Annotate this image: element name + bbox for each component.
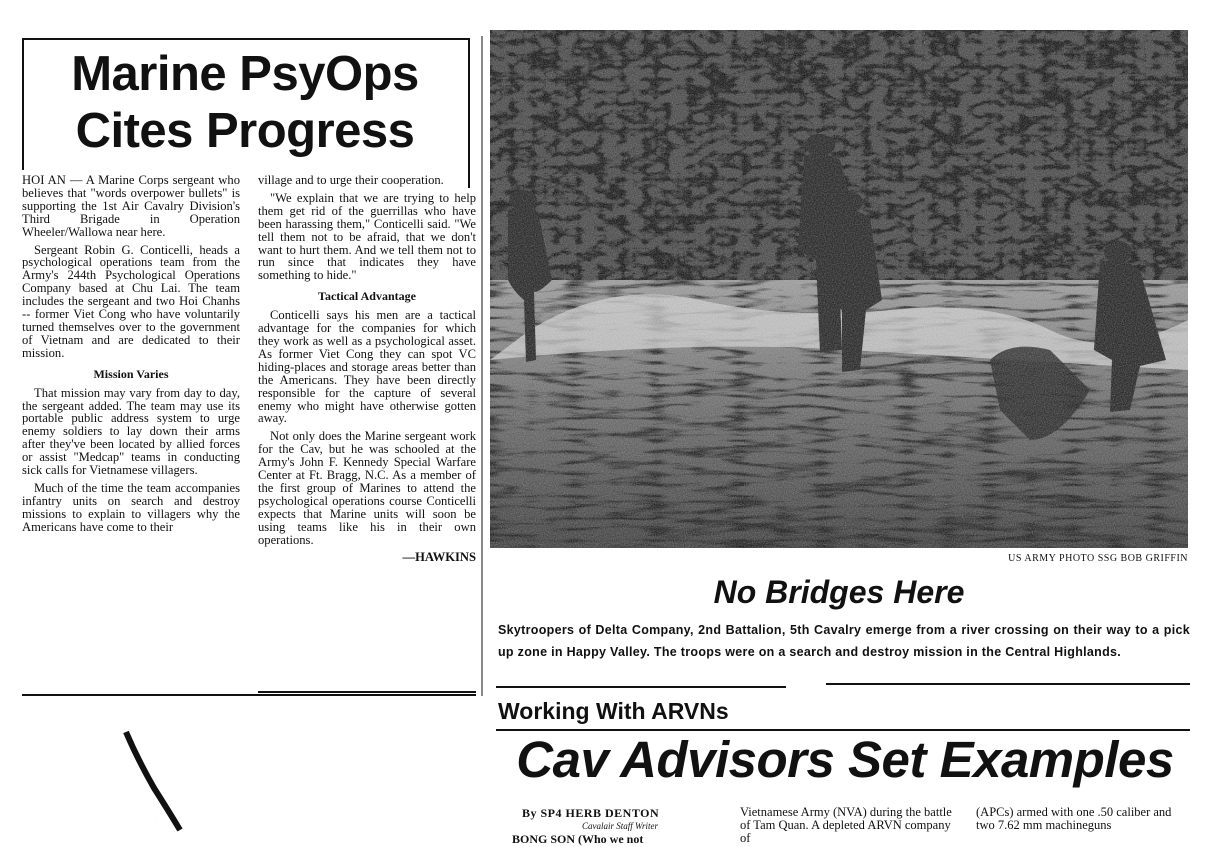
paragraph: village and to urge their cooperation. [258,173,444,187]
byline: By SP4 HERB DENTON [522,806,660,820]
photo-title: No Bridges Here [713,574,965,610]
paragraph: HOI AN — A Marine Corps sergeant who believes that "words overpower bullets" is supporting the 1st Air Cavalry Division's Third Brigade in Operation Wheeler/Wallowa near here. [22,173,240,239]
paragraph: Conticelli says his men are a tactical advantage for the companies for which they work as well as a psychological asset. As former Viet Cong they can spot VC hiding-places and storage areas better than the Americans. They have been directly responsible for the capture of several enemy who might have otherwise gotten away. [258,308,476,426]
paragraph: Not only does the Marine sergeant work for the Cav, but he was schooled at the Army's John F. Kennedy Special Warfare Center at Ft. Bragg, N.C. As a member of the first group of Marines to attend the psychological operations course Conticelli expects that Marine units will soon be using teams like his in their own operations. [258,429,476,547]
article-lead: BONG SON (Who we not [512,832,644,846]
article-column-2: Vietnamese Army (NVA) during the battle of Tam Quan. A depleted ARVN company of [740,805,952,845]
article-headline: Cav Advisors Set Examples [516,731,1174,788]
column-rule [258,691,476,693]
scan-smudge [86,712,206,842]
section-rule [496,686,786,688]
author-signature: —HAWKINS [402,550,476,565]
article-column-1 [22,174,240,539]
subheading: Tactical Advantage [318,289,416,304]
section-rule [826,683,1190,685]
paragraph: Much of the time the team accompanies infantry units on search and destroy missions to explain to villagers why the Americans have come to their [22,480,240,534]
subheading: Mission Varies [93,366,169,381]
byline-role: Cavalair Staff Writer [582,821,659,831]
headline-line-2: Cites Progress [75,104,415,158]
photo-caption: Skytroopers of Delta Company, 2nd Battalion, 5th Cavalry emerge from a river crossing on their way to a pick up zone in Happy Valley. The troops were on a search and destroy mission in the Central Highlands. [498,623,1190,659]
column-rule [22,694,476,696]
article-kicker: Working With ARVNs [498,698,729,724]
article-column-3: (APCs) armed with one .50 caliber and two 7.62 mm machineguns [976,805,1172,832]
paragraph: That mission may vary from day to day, the sergeant added. The team may use its portable public address system to urge enemy soldiers to lay down their arms after they've been located by allied forces or assist "Medcap" teams in conducting sick calls for Vietnamese villagers. [22,385,240,478]
photo-credit: US ARMY PHOTO SSG BOB GRIFFIN [1008,553,1188,564]
paragraph: "We explain that we are trying to help them get rid of the guerrillas who have been harassing them," Conticelli said. "We tell them not to be afraid, that we don't want to hurt them. And we tell them not to run since that indicates they have something to hide." [258,190,476,283]
paragraph: Sergeant Robin G. Conticelli, heads a psychological operations team from the Army's 244th Psychological Operations Company based at Chu Lai. The team includes the sergeant and two Hoi Chanhs -- former Viet Cong who have voluntarily turned themselves over to the government of Vietnam and are dedicated to their mission. [22,242,240,360]
headline-line-1: Marine PsyOps [71,47,419,101]
article-headline [30,46,460,160]
news-photo [490,30,1188,548]
article-column-2 [258,174,476,564]
column-divider [481,36,483,696]
